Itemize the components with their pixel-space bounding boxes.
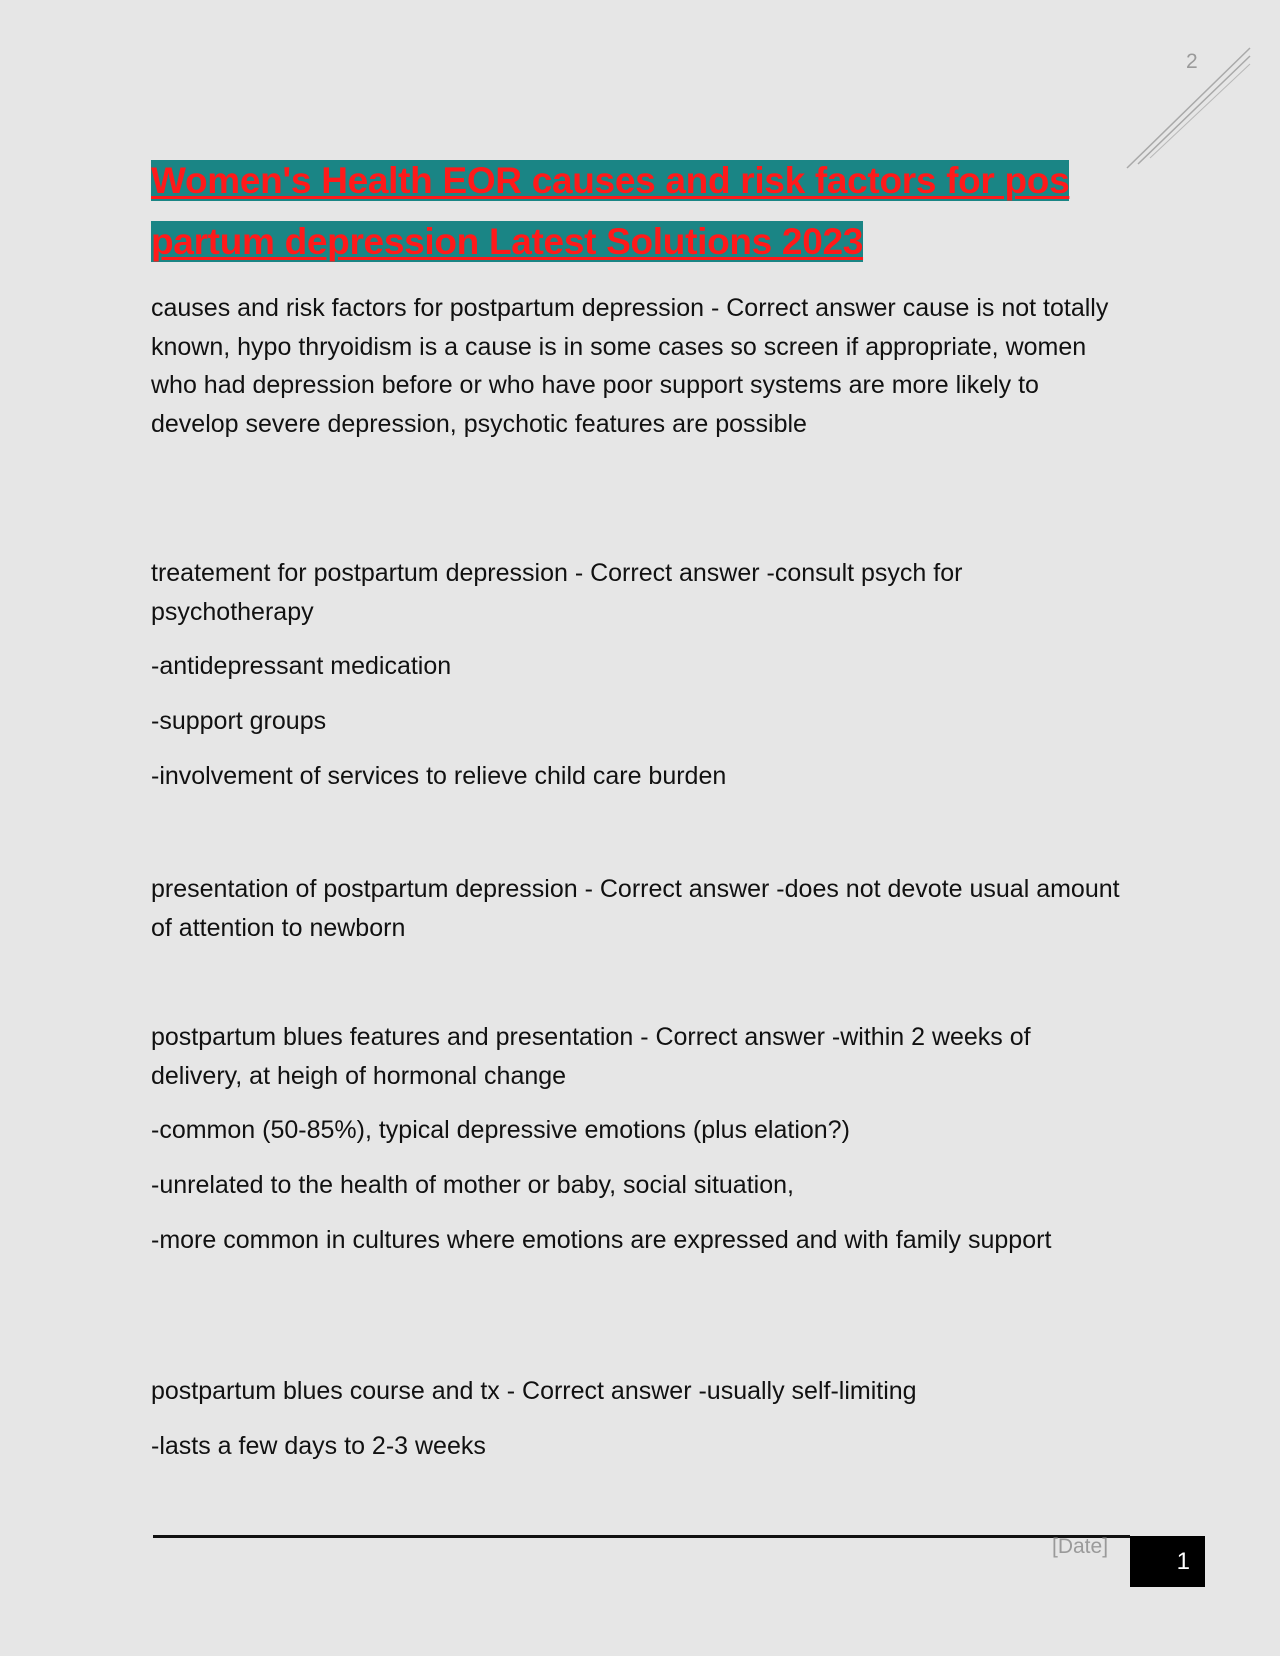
list-item: -involvement of services to relieve child care burden [151, 762, 727, 790]
corner-line [1127, 48, 1250, 168]
corner-line [1150, 64, 1250, 158]
footer-page-number: 1 [1130, 1536, 1205, 1587]
paragraph-blues-course: postpartum blues course and tx - Correct answer -usually self-limiting [151, 1377, 917, 1405]
footer-date: [Date] [1052, 1535, 1109, 1558]
corner-decoration [1124, 42, 1254, 172]
paragraph-treatment: treatement for postpartum depression - Correct answer -consult psych for psychotherapy [151, 559, 963, 626]
list-item: -lasts a few days to 2-3 weeks [151, 1432, 486, 1460]
paragraph-presentation: presentation of postpartum depression - Correct answer -does not devote usual amount of attention to newborn [151, 875, 1120, 942]
list-item: -support groups [151, 707, 327, 735]
list-item: -unrelated to the health of mother or baby, social situation, [151, 1171, 794, 1199]
header-page-number: 2 [1186, 50, 1198, 73]
corner-line [1138, 56, 1250, 164]
paragraph-causes: causes and risk factors for postpartum depression - Correct answer cause is not totally known, hypo thryoidism is a cause is in some cases so screen if appropriate, women who had depression before or who have poor support systems are more likely to develop severe depression, psychotic features are possible [151, 294, 1109, 438]
title-line-2: partum depression Latest Solutions 2023 [151, 221, 864, 262]
list-item: -common (50-85%), typical depressive emotions (plus elation?) [151, 1116, 850, 1144]
list-item: -more common in cultures where emotions are expressed and with family support [151, 1226, 1052, 1254]
title-line-1: Women's Health EOR causes and risk factors for pos [151, 160, 1070, 201]
document-title [151, 150, 1131, 272]
paragraph-blues-features: postpartum blues features and presentation - Correct answer -within 2 weeks of delivery, at heigh of hormonal change [151, 1023, 1031, 1090]
list-item: -antidepressant medication [151, 652, 452, 680]
footer-rule [153, 1535, 1130, 1538]
